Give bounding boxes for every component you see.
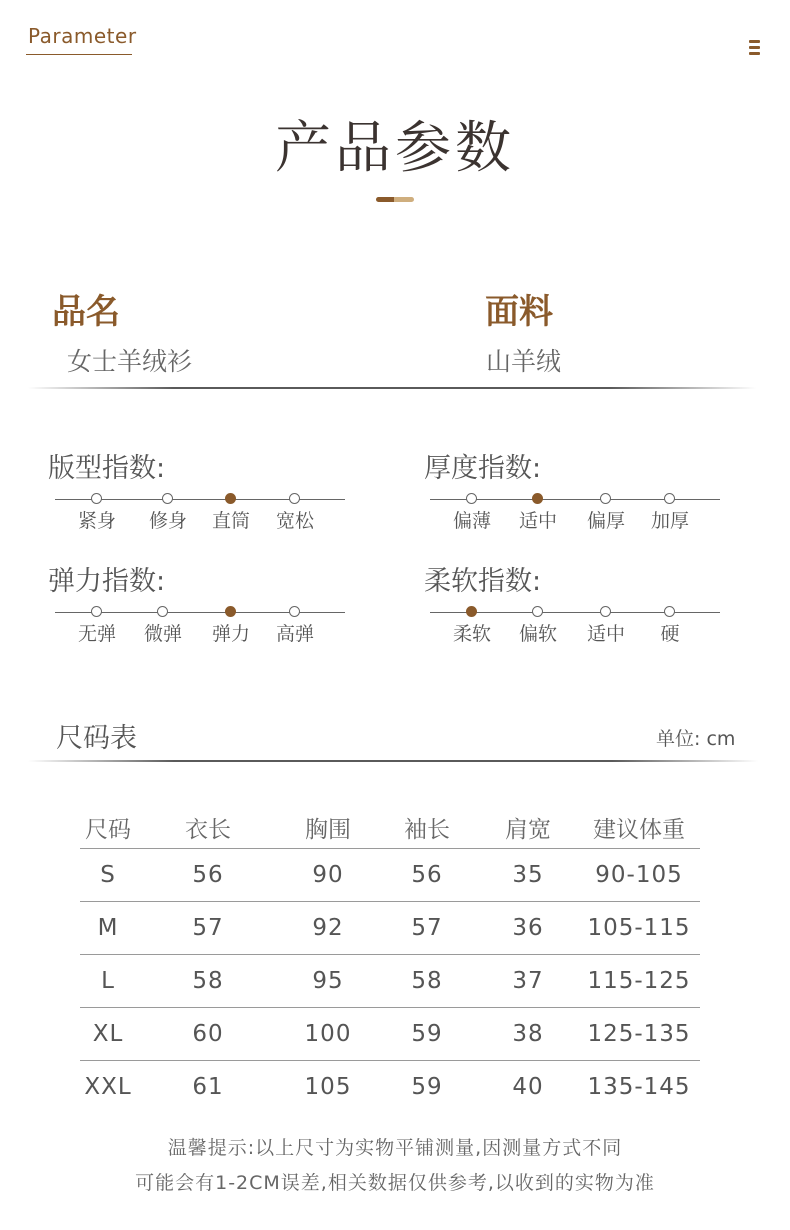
table-cell: 58 (192, 968, 224, 994)
scale-dot-selected (532, 493, 543, 504)
scale-option-label: 柔软 (452, 623, 491, 645)
scale-dot-selected (225, 493, 236, 504)
table-header-cell: 建议体重 (593, 816, 685, 843)
table-cell: 115-125 (587, 968, 691, 994)
table-cell: 57 (192, 915, 224, 941)
page-title: 产品参数 (275, 116, 515, 181)
table-cell: 59 (411, 1074, 443, 1100)
scale-option-label: 加厚 (650, 510, 689, 532)
scale-option-label: 硬 (660, 623, 680, 645)
note-line-1: 温馨提示:以上尺寸为实物平铺测量,因测量方式不同 (167, 1137, 623, 1159)
scale-option-label: 直筒 (211, 510, 250, 532)
table-row (80, 849, 700, 902)
scale-option-label: 修身 (148, 510, 187, 532)
table-cell: 36 (512, 915, 544, 941)
scale-dot (289, 606, 300, 617)
table-header-cell: 衣长 (185, 816, 231, 843)
scale-dot (664, 606, 675, 617)
scale-option-label: 偏厚 (586, 510, 625, 532)
table-header-cell: 袖长 (404, 816, 450, 843)
scale-dot (466, 493, 477, 504)
table-cell: 61 (192, 1074, 224, 1100)
index-title: 柔软指数: (424, 566, 542, 597)
scale-dot (289, 493, 300, 504)
scale-dot (600, 493, 611, 504)
table-header-cell: 胸围 (305, 816, 351, 843)
scale-dot (162, 493, 173, 504)
size-chart-unit: 单位: cm (656, 728, 736, 750)
table-cell: 100 (304, 1021, 352, 1047)
index-scale (430, 492, 720, 538)
fabric-label: 面料 (485, 292, 553, 332)
note-line-2: 可能会有1-2CM误差,相关数据仅供参考,以收到的实物为准 (135, 1172, 655, 1194)
table-cell: L (101, 968, 115, 994)
scale-dot (532, 606, 543, 617)
fabric-value: 山羊绒 (486, 347, 562, 376)
table-row (80, 1061, 700, 1114)
table-cell: 37 (512, 968, 544, 994)
scale-dot (157, 606, 168, 617)
table-cell: 57 (411, 915, 443, 941)
size-chart-title: 尺码表 (56, 723, 137, 754)
index-title: 版型指数: (48, 453, 166, 484)
table-cell: S (100, 862, 116, 888)
scale-option-label: 偏软 (518, 623, 557, 645)
table-cell: XL (92, 1021, 124, 1047)
table-cell: XXL (84, 1074, 132, 1100)
scale-dot (600, 606, 611, 617)
table-row (80, 1008, 700, 1061)
scale-dot-selected (466, 606, 477, 617)
table-cell: 58 (411, 968, 443, 994)
scale-dot (664, 493, 675, 504)
scale-dot-selected (225, 606, 236, 617)
parameter-tag: Parameter (28, 24, 137, 48)
table-cell: 135-145 (587, 1074, 691, 1100)
scale-option-label: 适中 (518, 510, 557, 532)
table-header-cell: 肩宽 (505, 816, 551, 843)
scale-dot (91, 606, 102, 617)
table-cell: 59 (411, 1021, 443, 1047)
table-row (80, 955, 700, 1008)
scale-option-label: 弹力 (211, 623, 250, 645)
table-cell: 92 (312, 915, 344, 941)
scale-option-label: 无弹 (77, 623, 116, 645)
table-cell: 60 (192, 1021, 224, 1047)
size-chart-divider (28, 760, 758, 762)
index-scale (55, 492, 345, 538)
size-table (80, 806, 700, 1113)
scale-option-label: 适中 (586, 623, 625, 645)
table-cell: 125-135 (587, 1021, 691, 1047)
table-cell: 38 (512, 1021, 544, 1047)
table-cell: M (97, 915, 119, 941)
scale-option-label: 紧身 (77, 510, 116, 532)
table-cell: 95 (312, 968, 344, 994)
table-header-cell: 尺码 (85, 816, 131, 843)
scale-dot (91, 493, 102, 504)
index-scale (430, 605, 720, 651)
table-cell: 35 (512, 862, 544, 888)
table-cell: 40 (512, 1074, 544, 1100)
table-cell: 105-115 (587, 915, 691, 941)
product-name-value: 女士羊绒衫 (67, 347, 193, 376)
menu-icon[interactable] (749, 40, 760, 56)
scale-option-label: 高弹 (275, 623, 314, 645)
scale-option-label: 偏薄 (452, 510, 491, 532)
table-cell: 105 (304, 1074, 352, 1100)
table-cell: 56 (192, 862, 224, 888)
parameter-underline (26, 54, 132, 55)
index-title: 厚度指数: (424, 453, 542, 484)
table-row (80, 902, 700, 955)
section-divider (28, 387, 756, 389)
table-cell: 90-105 (595, 862, 683, 888)
scale-option-label: 微弹 (143, 623, 182, 645)
title-accent-bar (376, 197, 414, 202)
index-title: 弹力指数: (48, 566, 166, 597)
table-cell: 56 (411, 862, 443, 888)
index-scale (55, 605, 345, 651)
table-cell: 90 (312, 862, 344, 888)
scale-option-label: 宽松 (275, 510, 314, 532)
product-name-label: 品名 (52, 292, 120, 332)
